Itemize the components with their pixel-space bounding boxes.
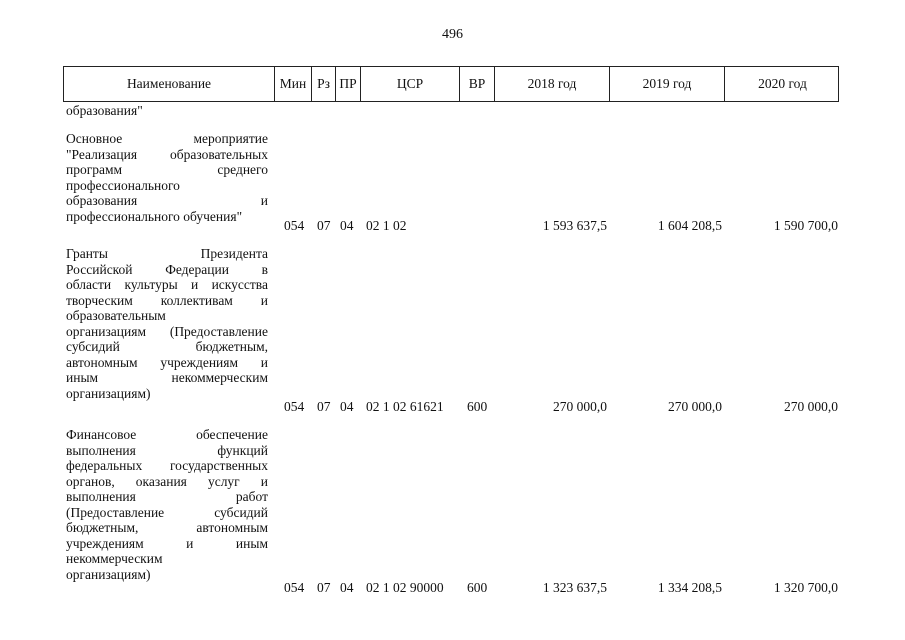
name-line: выполнения функций [66,442,268,458]
name-line: Основное мероприятие [66,131,268,146]
name-line: некоммерческим [66,551,163,566]
cell-vr: 600 [467,399,488,414]
cell-min: 054 [284,399,305,414]
cell-min: 054 [284,580,305,595]
name-line: "Реализация образовательных [66,146,268,162]
cell-2018: 1 323 637,5 [542,580,607,595]
name-line: федеральных государственных [66,458,268,473]
cell-csr: 02 1 02 61621 [366,399,444,414]
name-line: образования и [66,193,268,208]
continuation-line: образования" [66,103,143,118]
name-line: органов, оказания услуг и [66,473,268,489]
cell-2020: 270 000,0 [784,399,838,414]
cell-2020: 1 320 700,0 [773,580,838,595]
name-line: Финансовое обеспечение [66,427,268,442]
name-line: программ среднего [66,162,268,177]
cell-rz: 07 [317,218,331,233]
cell-pr: 04 [340,580,354,595]
header-2020: 2020 год [724,67,840,101]
header-name: Наименование [126,76,212,91]
header-vr: ВР [459,67,494,101]
name-line: (Предоставление субсидий [66,504,268,520]
cell-pr: 04 [340,218,354,233]
name-line: организациям) [66,566,151,582]
name-line: творческим коллективам и [66,292,268,308]
name-line: профессионального [66,177,180,193]
name-line: области культуры и искусства [66,277,268,292]
name-line: организациям (Предоставление [66,323,268,339]
page-number: 496 [442,27,463,42]
cell-2019: 1 604 208,5 [657,218,722,233]
header-rz: Рз [311,67,335,101]
header-2019: 2019 год [609,67,724,101]
cell-2018: 270 000,0 [553,399,607,414]
header-2018: 2018 год [494,67,609,101]
cell-rz: 07 [317,399,331,414]
cell-2020: 1 590 700,0 [773,218,838,233]
row-name [66,246,268,401]
name-line: профессионального обучения" [66,208,243,224]
name-line: иным некоммерческим [66,370,268,385]
name-line: Российской Федерации в [66,261,268,277]
name-line: автономным учреждениям и [66,354,268,370]
header-min: Мин [274,67,311,101]
name-line: выполнения работ [66,489,268,504]
row-name [66,427,268,582]
name-line: учреждениям и иным [66,535,268,551]
cell-2019: 1 334 208,5 [657,580,722,595]
cell-min: 054 [284,218,305,233]
cell-2019: 270 000,0 [668,399,722,414]
name-line: организациям) [66,385,151,401]
header-pr: ПР [335,67,360,101]
cell-pr: 04 [340,399,354,414]
cell-csr: 02 1 02 90000 [366,580,444,595]
header-csr: ЦСР [360,67,459,101]
name-line: бюджетным, автономным [66,520,268,535]
row-name [66,131,268,224]
name-line: субсидий бюджетным, [66,339,268,354]
cell-2018: 1 593 637,5 [542,218,607,233]
cell-rz: 07 [317,580,331,595]
name-line: образовательным [66,308,166,323]
cell-csr: 02 1 02 [366,218,407,233]
table-header [63,66,839,102]
name-line: Гранты Президента [66,246,268,261]
cell-vr: 600 [467,580,488,595]
